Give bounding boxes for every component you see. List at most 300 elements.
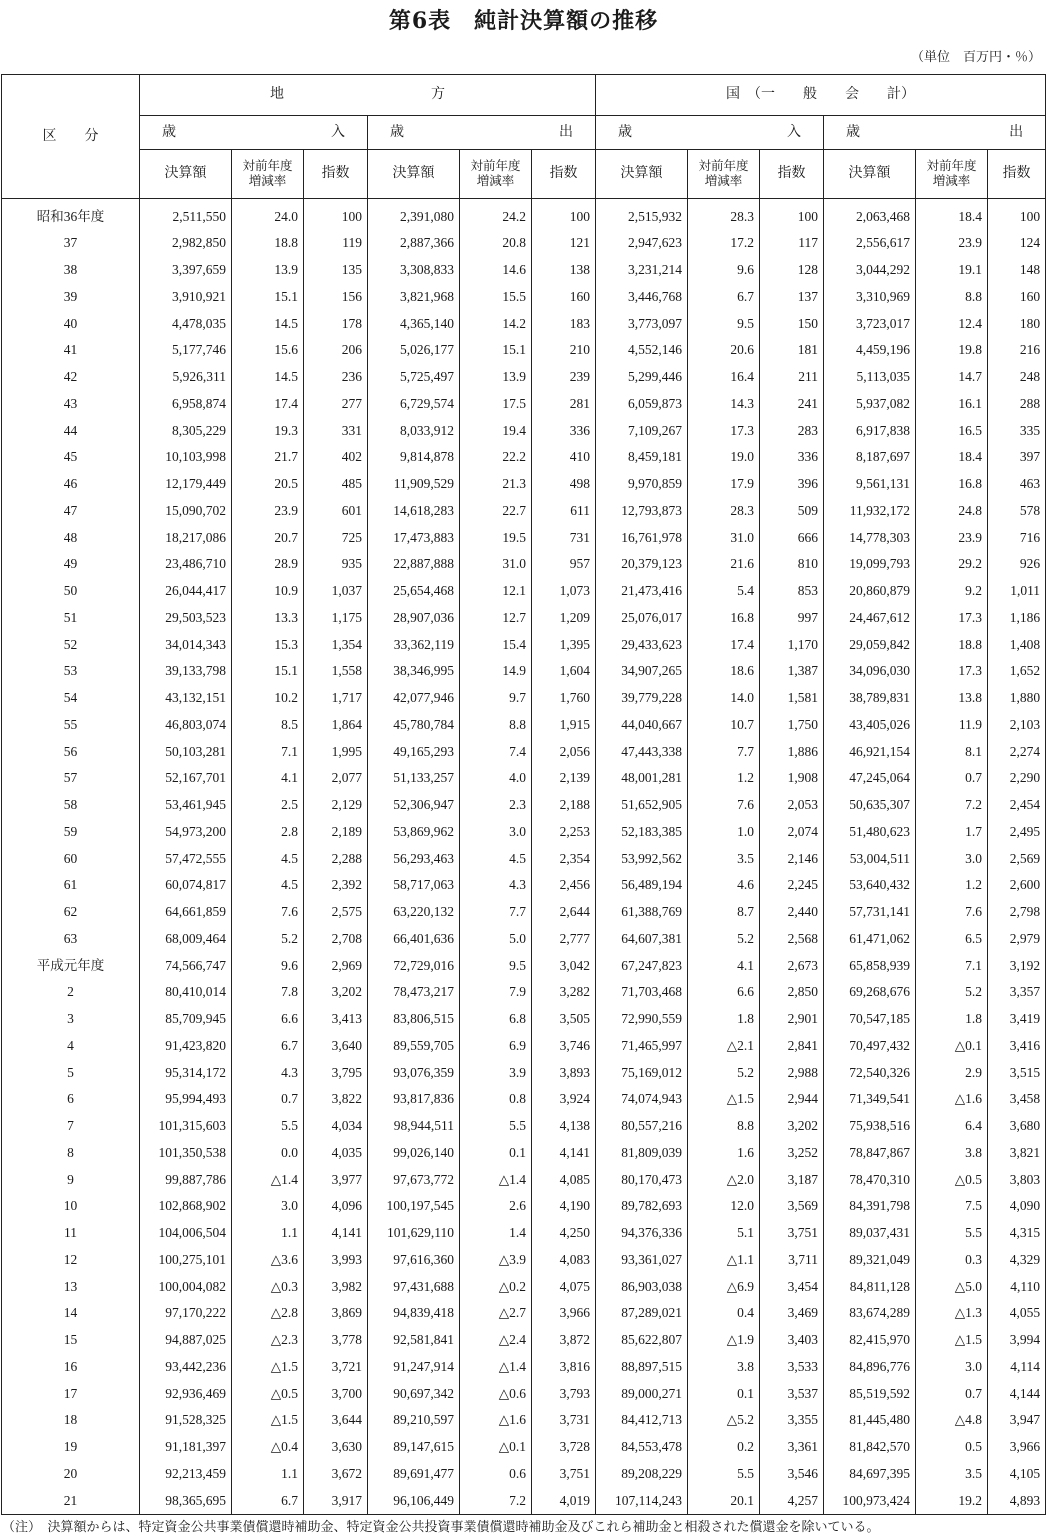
local-revenue-index: 156 [304,283,368,310]
local-expenditure-rate: 15.4 [460,631,532,658]
national-expenditure-amount: 75,938,516 [824,1113,916,1140]
national-expenditure-index: 926 [988,551,1046,578]
national-expenditure-rate: △1.5 [916,1327,988,1354]
national-revenue-rate: 17.2 [688,230,760,257]
local-expenditure-amount: 2,887,366 [368,230,460,257]
national-expenditure-index: 1,186 [988,604,1046,631]
local-expenditure-rate: 0.1 [460,1139,532,1166]
row-label: 53 [2,658,140,685]
local-expenditure-amount: 9,814,878 [368,444,460,471]
local-revenue-index: 1,037 [304,578,368,605]
national-revenue-rate: 17.9 [688,471,760,498]
national-expenditure-amount: 19,099,793 [824,551,916,578]
national-expenditure-amount: 46,921,154 [824,738,916,765]
local-revenue-amount: 92,936,469 [140,1380,232,1407]
national-expenditure-rate: 6.5 [916,925,988,952]
local-revenue-amount: 54,973,200 [140,818,232,845]
national-expenditure-rate: △5.0 [916,1273,988,1300]
local-revenue-index: 4,141 [304,1220,368,1247]
national-expenditure-amount: 3,723,017 [824,310,916,337]
national-expenditure-rate: 19.8 [916,337,988,364]
local-revenue-amount: 68,009,464 [140,925,232,952]
local-expenditure-rate: 2.6 [460,1193,532,1220]
local-expenditure-index: 1,760 [532,685,596,712]
national-revenue-amount: 4,552,146 [596,337,688,364]
table-row [2,1113,1046,1140]
local-expenditure-amount: 89,691,477 [368,1460,460,1487]
table-row [2,711,1046,738]
local-revenue-amount: 39,133,798 [140,658,232,685]
local-expenditure-amount: 8,033,912 [368,417,460,444]
national-expenditure-index: 100 [988,199,1046,230]
national-revenue-index: 211 [760,364,824,391]
local-revenue-index: 4,096 [304,1193,368,1220]
local-revenue-amount: 43,132,151 [140,685,232,712]
local-expenditure-index: 3,893 [532,1059,596,1086]
local-expenditure-amount: 89,559,705 [368,1032,460,1059]
national-revenue-index: 3,533 [760,1353,824,1380]
national-revenue-rate: △2.1 [688,1032,760,1059]
local-expenditure-amount: 53,869,962 [368,818,460,845]
local-revenue-index: 2,969 [304,952,368,979]
local-revenue-amount: 5,926,311 [140,364,232,391]
local-expenditure-amount: 97,673,772 [368,1166,460,1193]
local-expenditure-amount: 101,629,110 [368,1220,460,1247]
local-revenue-rate: 7.1 [232,738,304,765]
local-revenue-index: 2,129 [304,792,368,819]
national-expenditure-amount: 38,789,831 [824,685,916,712]
national-revenue-index: 997 [760,604,824,631]
national-expenditure-index: 4,329 [988,1246,1046,1273]
local-revenue-amount: 92,213,459 [140,1460,232,1487]
local-revenue-rate: 4.1 [232,765,304,792]
local-expenditure-index: 4,083 [532,1246,596,1273]
local-revenue-index: 2,189 [304,818,368,845]
national-expenditure-amount: 89,037,431 [824,1220,916,1247]
local-expenditure-index: 3,505 [532,1006,596,1033]
table-row [2,417,1046,444]
national-expenditure-index: 3,947 [988,1407,1046,1434]
national-revenue-amount: 2,515,932 [596,199,688,230]
row-label: 15 [2,1327,140,1354]
national-expenditure-rate: 18.8 [916,631,988,658]
local-revenue-rate: 15.1 [232,658,304,685]
national-expenditure-index: 463 [988,471,1046,498]
national-revenue-index: 117 [760,230,824,257]
local-expenditure-index: 1,915 [532,711,596,738]
national-expenditure-amount: 43,405,026 [824,711,916,738]
national-revenue-amount: 61,388,769 [596,899,688,926]
local-expenditure-index: 611 [532,497,596,524]
header-rate: 対前年度 増減率 [460,150,532,199]
national-revenue-amount: 75,169,012 [596,1059,688,1086]
local-expenditure-index: 3,816 [532,1353,596,1380]
local-expenditure-rate: 7.2 [460,1487,532,1514]
national-expenditure-amount: 84,896,776 [824,1353,916,1380]
national-revenue-rate: 16.8 [688,604,760,631]
row-label: 55 [2,711,140,738]
local-revenue-rate: 20.5 [232,471,304,498]
local-revenue-amount: 102,868,902 [140,1193,232,1220]
national-revenue-rate: 14.0 [688,685,760,712]
national-revenue-index: 2,841 [760,1032,824,1059]
local-revenue-index: 3,721 [304,1353,368,1380]
national-expenditure-rate: 7.2 [916,792,988,819]
local-revenue-index: 935 [304,551,368,578]
local-expenditure-amount: 83,806,515 [368,1006,460,1033]
local-expenditure-index: 2,253 [532,818,596,845]
local-expenditure-index: 2,456 [532,872,596,899]
row-label: 61 [2,872,140,899]
national-revenue-rate: 7.7 [688,738,760,765]
national-expenditure-index: 2,600 [988,872,1046,899]
local-revenue-rate: 0.0 [232,1139,304,1166]
national-revenue-index: 3,569 [760,1193,824,1220]
local-expenditure-rate: 19.5 [460,524,532,551]
row-label: 6 [2,1086,140,1113]
local-expenditure-index: 4,019 [532,1487,596,1514]
header-amount: 決算額 [140,150,232,199]
local-expenditure-amount: 89,210,597 [368,1407,460,1434]
national-revenue-index: 1,170 [760,631,824,658]
local-expenditure-rate: 21.3 [460,471,532,498]
table-row [2,1434,1046,1461]
local-revenue-index: 1,864 [304,711,368,738]
local-expenditure-amount: 72,729,016 [368,952,460,979]
national-revenue-rate: 14.3 [688,390,760,417]
national-revenue-amount: 94,376,336 [596,1220,688,1247]
national-revenue-index: 2,074 [760,818,824,845]
national-expenditure-rate: 1.7 [916,818,988,845]
local-revenue-amount: 50,103,281 [140,738,232,765]
table-row [2,1086,1046,1113]
table-row [2,283,1046,310]
header-rate: 対前年度 増減率 [916,150,988,199]
national-expenditure-index: 1,011 [988,578,1046,605]
local-expenditure-rate: △1.4 [460,1166,532,1193]
national-revenue-amount: 34,907,265 [596,658,688,685]
local-expenditure-amount: 49,165,293 [368,738,460,765]
local-revenue-rate: 17.4 [232,390,304,417]
local-revenue-amount: 23,486,710 [140,551,232,578]
local-revenue-amount: 64,661,859 [140,899,232,926]
national-revenue-rate: 17.4 [688,631,760,658]
header-national-expenditure: 歳 出 [824,116,1046,150]
local-revenue-index: 3,795 [304,1059,368,1086]
header-index: 指数 [532,150,596,199]
table-row [2,390,1046,417]
row-label: 62 [2,899,140,926]
local-expenditure-index: 3,966 [532,1300,596,1327]
national-expenditure-index: 124 [988,230,1046,257]
local-expenditure-rate: 14.9 [460,658,532,685]
national-revenue-index: 3,546 [760,1460,824,1487]
national-expenditure-amount: 29,059,842 [824,631,916,658]
local-revenue-rate: 7.6 [232,899,304,926]
national-expenditure-rate: 3.0 [916,845,988,872]
local-expenditure-rate: 12.7 [460,604,532,631]
national-expenditure-index: 1,880 [988,685,1046,712]
local-revenue-rate: 1.1 [232,1460,304,1487]
national-revenue-index: 3,252 [760,1139,824,1166]
national-expenditure-amount: 71,349,541 [824,1086,916,1113]
national-expenditure-amount: 82,415,970 [824,1327,916,1354]
local-revenue-rate: 6.6 [232,1006,304,1033]
local-revenue-rate: 14.5 [232,364,304,391]
national-revenue-index: 4,257 [760,1487,824,1514]
national-revenue-rate: 8.7 [688,899,760,926]
local-revenue-index: 3,672 [304,1460,368,1487]
national-revenue-amount: 21,473,416 [596,578,688,605]
local-expenditure-rate: 31.0 [460,551,532,578]
national-expenditure-index: 3,821 [988,1139,1046,1166]
local-revenue-rate: 7.8 [232,979,304,1006]
row-label: 50 [2,578,140,605]
table-row [2,1166,1046,1193]
local-expenditure-amount: 78,473,217 [368,979,460,1006]
national-expenditure-rate: 16.8 [916,471,988,498]
local-revenue-amount: 100,275,101 [140,1246,232,1273]
national-expenditure-index: 4,315 [988,1220,1046,1247]
national-expenditure-rate: 11.9 [916,711,988,738]
settlement-table [1,74,1046,1515]
table-row [2,818,1046,845]
table-row [2,658,1046,685]
national-expenditure-rate: 13.8 [916,685,988,712]
national-expenditure-rate: 3.8 [916,1139,988,1166]
national-expenditure-index: 3,192 [988,952,1046,979]
local-expenditure-rate: 2.3 [460,792,532,819]
header-local-revenue: 歳 入 [140,116,368,150]
table-row [2,845,1046,872]
national-revenue-amount: 51,652,905 [596,792,688,819]
local-revenue-amount: 80,410,014 [140,979,232,1006]
national-revenue-rate: 1.2 [688,765,760,792]
local-revenue-amount: 6,958,874 [140,390,232,417]
national-expenditure-rate: 0.5 [916,1434,988,1461]
local-revenue-rate: 14.5 [232,310,304,337]
local-revenue-index: 4,035 [304,1139,368,1166]
national-revenue-index: 2,146 [760,845,824,872]
national-expenditure-index: 148 [988,257,1046,284]
national-revenue-index: 3,355 [760,1407,824,1434]
local-revenue-amount: 97,170,222 [140,1300,232,1327]
national-revenue-amount: 3,231,214 [596,257,688,284]
local-revenue-amount: 3,910,921 [140,283,232,310]
row-label: 44 [2,417,140,444]
national-expenditure-index: 2,290 [988,765,1046,792]
national-expenditure-rate: 5.5 [916,1220,988,1247]
national-revenue-index: 3,751 [760,1220,824,1247]
national-revenue-index: 137 [760,283,824,310]
national-expenditure-index: 3,966 [988,1434,1046,1461]
local-expenditure-amount: 93,076,359 [368,1059,460,1086]
local-expenditure-index: 3,746 [532,1032,596,1059]
national-revenue-amount: 6,059,873 [596,390,688,417]
header-amount: 決算額 [824,150,916,199]
row-label: 19 [2,1434,140,1461]
national-revenue-index: 150 [760,310,824,337]
national-revenue-rate: 18.6 [688,658,760,685]
row-label: 5 [2,1059,140,1086]
local-revenue-index: 3,822 [304,1086,368,1113]
national-expenditure-amount: 61,471,062 [824,925,916,952]
national-revenue-index: 128 [760,257,824,284]
national-revenue-index: 1,387 [760,658,824,685]
national-expenditure-rate: 7.1 [916,952,988,979]
local-revenue-rate: 20.7 [232,524,304,551]
national-revenue-rate: 12.0 [688,1193,760,1220]
national-revenue-amount: 47,443,338 [596,738,688,765]
local-expenditure-amount: 97,431,688 [368,1273,460,1300]
local-revenue-index: 100 [304,199,368,230]
local-revenue-amount: 53,461,945 [140,792,232,819]
national-expenditure-rate: 23.9 [916,230,988,257]
national-expenditure-rate: 16.1 [916,390,988,417]
local-expenditure-rate: 4.5 [460,845,532,872]
local-revenue-amount: 46,803,074 [140,711,232,738]
local-expenditure-amount: 14,618,283 [368,497,460,524]
national-expenditure-rate: 1.8 [916,1006,988,1033]
national-revenue-index: 3,202 [760,1113,824,1140]
national-revenue-index: 2,901 [760,1006,824,1033]
national-revenue-amount: 56,489,194 [596,872,688,899]
local-revenue-rate: 18.8 [232,230,304,257]
national-revenue-index: 181 [760,337,824,364]
table-row [2,524,1046,551]
local-expenditure-amount: 94,839,418 [368,1300,460,1327]
national-expenditure-amount: 50,635,307 [824,792,916,819]
table-row [2,1460,1046,1487]
table-row [2,1380,1046,1407]
header-rate: 対前年度 増減率 [688,150,760,199]
national-revenue-rate: 4.6 [688,872,760,899]
table-row [2,471,1046,498]
national-revenue-rate: 5.2 [688,925,760,952]
local-revenue-amount: 8,305,229 [140,417,232,444]
local-expenditure-rate: 6.8 [460,1006,532,1033]
page-title: 第6表 純計決算額の推移 [388,8,659,34]
national-revenue-rate: 9.5 [688,310,760,337]
local-revenue-amount: 91,423,820 [140,1032,232,1059]
local-revenue-rate: △2.3 [232,1327,304,1354]
row-label: 41 [2,337,140,364]
national-expenditure-amount: 70,547,185 [824,1006,916,1033]
national-revenue-index: 3,537 [760,1380,824,1407]
local-revenue-rate: 9.6 [232,952,304,979]
local-expenditure-amount: 92,581,841 [368,1327,460,1354]
local-revenue-index: 3,700 [304,1380,368,1407]
national-revenue-index: 3,187 [760,1166,824,1193]
national-expenditure-rate: 17.3 [916,604,988,631]
local-expenditure-index: 3,751 [532,1460,596,1487]
national-revenue-index: 2,245 [760,872,824,899]
row-label: 9 [2,1166,140,1193]
table-row [2,925,1046,952]
local-expenditure-index: 1,395 [532,631,596,658]
local-revenue-amount: 12,179,449 [140,471,232,498]
local-revenue-rate: 15.3 [232,631,304,658]
national-expenditure-index: 2,274 [988,738,1046,765]
national-expenditure-index: 2,798 [988,899,1046,926]
local-expenditure-rate: 7.9 [460,979,532,1006]
local-revenue-amount: 101,315,603 [140,1113,232,1140]
header-national-revenue: 歳 入 [596,116,824,150]
local-revenue-amount: 60,074,817 [140,872,232,899]
header-local: 地 方 [140,75,596,116]
local-expenditure-amount: 56,293,463 [368,845,460,872]
local-revenue-amount: 101,350,538 [140,1139,232,1166]
row-label: 57 [2,765,140,792]
row-label: 47 [2,497,140,524]
national-expenditure-amount: 84,391,798 [824,1193,916,1220]
local-revenue-index: 2,575 [304,899,368,926]
local-revenue-index: 3,778 [304,1327,368,1354]
local-expenditure-amount: 100,197,545 [368,1193,460,1220]
local-revenue-rate: 5.2 [232,925,304,952]
national-revenue-rate: 10.7 [688,711,760,738]
national-revenue-rate: 5.1 [688,1220,760,1247]
local-expenditure-index: 3,793 [532,1380,596,1407]
unit-label: （単位 百万円・％） [910,50,1041,65]
local-expenditure-rate: 8.8 [460,711,532,738]
national-expenditure-amount: 3,044,292 [824,257,916,284]
local-revenue-rate: 15.6 [232,337,304,364]
local-expenditure-index: 2,644 [532,899,596,926]
local-revenue-rate: 8.5 [232,711,304,738]
national-expenditure-rate: 29.2 [916,551,988,578]
local-expenditure-rate: 3.0 [460,818,532,845]
header-index: 指数 [760,150,824,199]
table-row [2,1353,1046,1380]
national-revenue-rate: 3.5 [688,845,760,872]
row-label: 12 [2,1246,140,1273]
local-expenditure-index: 100 [532,199,596,230]
local-expenditure-amount: 4,365,140 [368,310,460,337]
local-revenue-rate: 4.3 [232,1059,304,1086]
row-label: 39 [2,283,140,310]
national-expenditure-rate: 7.6 [916,899,988,926]
local-expenditure-amount: 91,247,914 [368,1353,460,1380]
local-expenditure-rate: 6.9 [460,1032,532,1059]
national-revenue-amount: 88,897,515 [596,1353,688,1380]
table-row [2,230,1046,257]
row-label: 43 [2,390,140,417]
national-expenditure-rate: 0.3 [916,1246,988,1273]
national-expenditure-amount: 84,697,395 [824,1460,916,1487]
local-expenditure-index: 957 [532,551,596,578]
local-expenditure-amount: 33,362,119 [368,631,460,658]
national-revenue-index: 2,850 [760,979,824,1006]
local-expenditure-index: 121 [532,230,596,257]
local-expenditure-index: 281 [532,390,596,417]
national-revenue-index: 2,988 [760,1059,824,1086]
table-row [2,979,1046,1006]
national-expenditure-amount: 9,561,131 [824,471,916,498]
national-expenditure-rate: 6.4 [916,1113,988,1140]
local-revenue-index: 2,077 [304,765,368,792]
table-row [2,1407,1046,1434]
local-revenue-rate: 13.9 [232,257,304,284]
row-label: 56 [2,738,140,765]
row-label: 58 [2,792,140,819]
local-expenditure-amount: 52,306,947 [368,792,460,819]
national-expenditure-index: 3,416 [988,1032,1046,1059]
national-expenditure-rate: 3.0 [916,1353,988,1380]
header-index: 指数 [304,150,368,199]
national-expenditure-rate: 12.4 [916,310,988,337]
local-expenditure-rate: 15.1 [460,337,532,364]
